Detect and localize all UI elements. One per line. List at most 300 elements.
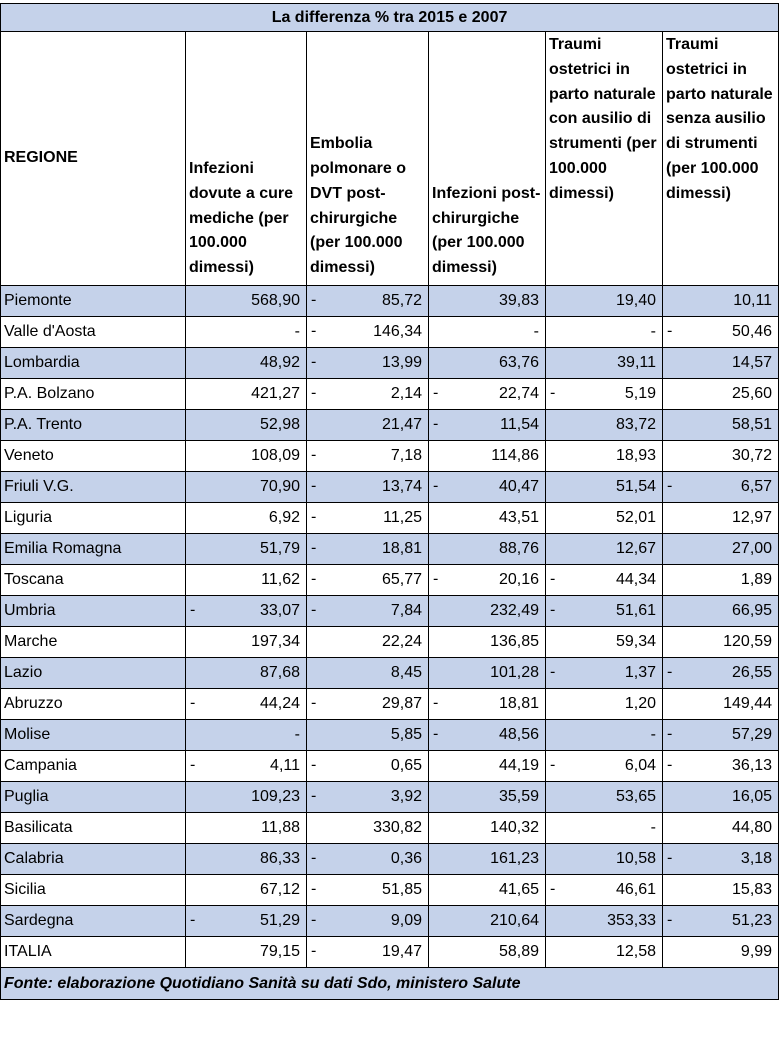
value-number: 20,16: [498, 571, 539, 588]
negative-sign: -: [433, 384, 439, 402]
value-cell: [663, 348, 779, 379]
value-number: 5,19: [624, 385, 656, 402]
negative-sign: -: [311, 446, 317, 464]
negative-sign: -: [190, 601, 196, 619]
value-cell: [546, 658, 663, 689]
negative-sign: -: [311, 601, 317, 619]
value-number: 52,01: [615, 509, 656, 526]
table-row: [1, 751, 779, 782]
value-cell: [307, 782, 429, 813]
value-number: 25,60: [732, 385, 773, 402]
value-number: 22,24: [381, 633, 422, 650]
value-number: 36,13: [732, 757, 773, 774]
negative-sign: -: [311, 291, 317, 309]
value-number: 146,34: [373, 323, 422, 340]
region-name: Lazio: [1, 658, 186, 689]
value-cell: [546, 937, 663, 968]
value-number: 33,07: [259, 602, 300, 619]
value-number: 67,12: [259, 881, 300, 898]
negative-sign: -: [667, 725, 673, 743]
value-cell: [186, 658, 307, 689]
value-number: 63,76: [498, 354, 539, 371]
negative-sign: -: [311, 880, 317, 898]
table-row: [1, 596, 779, 627]
value-number: 19,40: [615, 292, 656, 309]
value-number: 18,81: [381, 540, 422, 557]
value-number: 41,65: [498, 881, 539, 898]
value-cell: [546, 906, 663, 937]
value-number: 421,27: [251, 385, 300, 402]
value-cell: [546, 875, 663, 906]
value-cell: [186, 348, 307, 379]
value-cell: [663, 937, 779, 968]
value-number: 14,57: [732, 354, 773, 371]
value-number: 136,85: [490, 633, 539, 650]
negative-sign: -: [550, 384, 556, 402]
value-number: -: [533, 323, 539, 340]
value-cell: [546, 441, 663, 472]
value-cell: [186, 410, 307, 441]
header-traumi-con-strumenti: Traumi ostetrici in parto naturale con ausilio di strumenti (per 100.000 dimessi): [546, 32, 663, 286]
header-traumi-senza-strumenti: Traumi ostetrici in parto naturale senza ausilio di strumenti (per 100.000 dimessi): [663, 32, 779, 286]
value-number: -: [650, 726, 656, 743]
header-embolia: Embolia polmonare o DVT post-chirurgiche (per 100.000 dimessi): [307, 32, 429, 286]
table-title: La differenza % tra 2015 e 2007: [1, 4, 779, 32]
region-name: Campania: [1, 751, 186, 782]
region-name: Molise: [1, 720, 186, 751]
value-cell: [429, 906, 546, 937]
value-number: 48,92: [259, 354, 300, 371]
value-cell: [186, 565, 307, 596]
value-cell: [663, 472, 779, 503]
negative-sign: -: [311, 694, 317, 712]
value-cell: [546, 782, 663, 813]
negative-sign: -: [311, 384, 317, 402]
value-cell: [546, 503, 663, 534]
value-cell: [186, 379, 307, 410]
value-number: 19,47: [381, 943, 422, 960]
value-cell: [186, 844, 307, 875]
value-cell: [429, 472, 546, 503]
value-cell: [429, 596, 546, 627]
value-cell: [429, 813, 546, 844]
source-footer: Fonte: elaborazione Quotidiano Sanità su dati Sdo, ministero Salute: [1, 968, 779, 1000]
table-row: [1, 906, 779, 937]
value-number: 3,92: [390, 788, 422, 805]
value-cell: [663, 720, 779, 751]
value-cell: [663, 565, 779, 596]
value-cell: [186, 534, 307, 565]
table-row: [1, 441, 779, 472]
negative-sign: -: [667, 322, 673, 340]
value-number: 43,51: [498, 509, 539, 526]
table-row: [1, 782, 779, 813]
region-name: Friuli V.G.: [1, 472, 186, 503]
value-cell: [429, 348, 546, 379]
value-number: 0,36: [390, 850, 422, 867]
region-name: P.A. Bolzano: [1, 379, 186, 410]
value-number: 232,49: [490, 602, 539, 619]
negative-sign: -: [311, 942, 317, 960]
table-row: [1, 813, 779, 844]
region-name: Lombardia: [1, 348, 186, 379]
negative-sign: -: [550, 880, 556, 898]
table-row: [1, 286, 779, 317]
value-cell: [186, 782, 307, 813]
value-number: 30,72: [732, 447, 773, 464]
value-number: 149,44: [723, 695, 773, 712]
value-number: 330,82: [373, 819, 422, 836]
value-cell: [307, 441, 429, 472]
negative-sign: -: [667, 756, 673, 774]
negative-sign: -: [190, 756, 196, 774]
value-number: -: [650, 323, 656, 340]
value-cell: [663, 813, 779, 844]
region-name: Marche: [1, 627, 186, 658]
value-cell: [546, 534, 663, 565]
value-number: 85,72: [381, 292, 422, 309]
value-cell: [429, 410, 546, 441]
value-cell: [307, 751, 429, 782]
value-cell: [663, 596, 779, 627]
value-number: 13,99: [381, 354, 422, 371]
negative-sign: -: [667, 663, 673, 681]
table-row: [1, 875, 779, 906]
value-cell: [186, 720, 307, 751]
value-number: 70,90: [259, 478, 300, 495]
region-name: Piemonte: [1, 286, 186, 317]
value-cell: [429, 565, 546, 596]
value-cell: [307, 627, 429, 658]
value-number: 18,81: [498, 695, 539, 712]
value-cell: [186, 317, 307, 348]
value-cell: [429, 627, 546, 658]
header-infezioni-post: Infezioni post-chirurgiche (per 100.000 dimessi): [429, 32, 546, 286]
value-number: 161,23: [490, 850, 539, 867]
value-number: 79,15: [259, 943, 300, 960]
value-cell: [663, 844, 779, 875]
value-cell: [307, 503, 429, 534]
value-cell: [186, 596, 307, 627]
value-number: 21,47: [381, 416, 422, 433]
value-number: 568,90: [251, 292, 300, 309]
value-cell: [546, 348, 663, 379]
table-row: [1, 689, 779, 720]
value-number: 0,65: [390, 757, 422, 774]
value-number: 12,97: [732, 509, 773, 526]
negative-sign: -: [311, 756, 317, 774]
value-cell: [186, 472, 307, 503]
region-name: Puglia: [1, 782, 186, 813]
value-number: 1,89: [740, 571, 773, 588]
value-cell: [307, 720, 429, 751]
negative-sign: -: [550, 601, 556, 619]
value-number: 11,25: [383, 509, 422, 526]
header-regione: REGIONE: [1, 32, 186, 286]
value-cell: [186, 813, 307, 844]
value-number: 66,95: [732, 602, 773, 619]
value-cell: [307, 379, 429, 410]
value-cell: [307, 906, 429, 937]
value-number: 140,32: [490, 819, 539, 836]
table-row: [1, 317, 779, 348]
value-number: 44,24: [259, 695, 300, 712]
value-number: 83,72: [615, 416, 656, 433]
region-name: Valle d'Aosta: [1, 317, 186, 348]
value-cell: [663, 441, 779, 472]
value-cell: [307, 472, 429, 503]
value-cell: [546, 565, 663, 596]
value-cell: [307, 596, 429, 627]
negative-sign: -: [433, 725, 439, 743]
value-number: 11,88: [261, 819, 300, 836]
value-cell: [186, 937, 307, 968]
table-row: [1, 937, 779, 968]
value-number: 9,99: [740, 943, 773, 960]
value-number: 10,11: [733, 292, 773, 309]
negative-sign: -: [311, 353, 317, 371]
table-row: [1, 534, 779, 565]
value-cell: [546, 596, 663, 627]
region-name: Veneto: [1, 441, 186, 472]
value-cell: [429, 720, 546, 751]
value-cell: [186, 906, 307, 937]
negative-sign: -: [667, 911, 673, 929]
value-number: 7,84: [390, 602, 422, 619]
value-number: 120,59: [723, 633, 773, 650]
value-cell: [663, 627, 779, 658]
value-cell: [546, 844, 663, 875]
negative-sign: -: [311, 570, 317, 588]
region-name: Toscana: [1, 565, 186, 596]
region-name: Calabria: [1, 844, 186, 875]
value-number: 51,23: [732, 912, 773, 929]
value-number: 51,61: [615, 602, 656, 619]
value-number: 51,79: [259, 540, 300, 557]
value-number: 1,37: [624, 664, 656, 681]
value-number: 86,33: [259, 850, 300, 867]
value-cell: [546, 751, 663, 782]
value-cell: [307, 689, 429, 720]
value-cell: [663, 534, 779, 565]
region-name: ITALIA: [1, 937, 186, 968]
value-number: 44,19: [498, 757, 539, 774]
value-number: 51,54: [615, 478, 656, 495]
value-cell: [307, 410, 429, 441]
value-number: 87,68: [259, 664, 300, 681]
value-cell: [663, 782, 779, 813]
value-number: 12,58: [615, 943, 656, 960]
value-cell: [546, 720, 663, 751]
region-name: Emilia Romagna: [1, 534, 186, 565]
value-cell: [546, 317, 663, 348]
value-number: 53,65: [615, 788, 656, 805]
value-cell: [186, 441, 307, 472]
value-cell: [429, 689, 546, 720]
value-number: 65,77: [381, 571, 422, 588]
region-name: Abruzzo: [1, 689, 186, 720]
table-row: [1, 348, 779, 379]
value-cell: [429, 782, 546, 813]
negative-sign: -: [311, 539, 317, 557]
negative-sign: -: [311, 322, 317, 340]
value-number: 26,55: [732, 664, 773, 681]
value-cell: [546, 286, 663, 317]
table-row: [1, 720, 779, 751]
negative-sign: -: [433, 415, 439, 433]
region-name: Basilicata: [1, 813, 186, 844]
value-cell: [429, 751, 546, 782]
table-row: [1, 565, 779, 596]
value-number: 8,45: [390, 664, 422, 681]
negative-sign: -: [433, 694, 439, 712]
value-cell: [307, 844, 429, 875]
negative-sign: -: [311, 911, 317, 929]
value-cell: [663, 379, 779, 410]
value-cell: [307, 286, 429, 317]
negative-sign: -: [311, 849, 317, 867]
value-cell: [186, 751, 307, 782]
value-cell: [307, 348, 429, 379]
value-cell: [186, 627, 307, 658]
region-name: Sardegna: [1, 906, 186, 937]
table-row: [1, 844, 779, 875]
value-cell: [663, 410, 779, 441]
value-cell: [186, 503, 307, 534]
value-cell: [663, 658, 779, 689]
value-cell: [663, 751, 779, 782]
value-number: 58,51: [732, 416, 773, 433]
region-name: P.A. Trento: [1, 410, 186, 441]
value-cell: [307, 658, 429, 689]
value-number: 1,20: [624, 695, 656, 712]
negative-sign: -: [311, 787, 317, 805]
value-cell: [546, 689, 663, 720]
value-cell: [546, 410, 663, 441]
value-cell: [429, 441, 546, 472]
value-number: 50,46: [732, 323, 773, 340]
value-cell: [429, 937, 546, 968]
value-number: 12,67: [615, 540, 656, 557]
value-cell: [307, 317, 429, 348]
value-number: 39,83: [498, 292, 539, 309]
value-cell: [663, 317, 779, 348]
region-name: Sicilia: [1, 875, 186, 906]
value-cell: [663, 286, 779, 317]
value-number: 6,92: [268, 509, 300, 526]
value-cell: [307, 875, 429, 906]
value-number: 6,57: [740, 478, 773, 495]
value-cell: [546, 627, 663, 658]
header-infezioni-cure: Infezioni dovute a cure mediche (per 100.000 dimessi): [186, 32, 307, 286]
value-cell: [429, 379, 546, 410]
negative-sign: -: [311, 477, 317, 495]
table-row: [1, 658, 779, 689]
negative-sign: -: [550, 570, 556, 588]
value-number: -: [650, 819, 656, 836]
negative-sign: -: [550, 663, 556, 681]
value-number: 11,62: [261, 571, 300, 588]
value-number: 13,74: [381, 478, 422, 495]
value-number: 44,80: [732, 819, 773, 836]
region-name: Liguria: [1, 503, 186, 534]
value-number: 29,87: [381, 695, 422, 712]
region-name: Umbria: [1, 596, 186, 627]
value-cell: [186, 689, 307, 720]
value-number: 40,47: [498, 478, 539, 495]
value-cell: [429, 317, 546, 348]
value-cell: [429, 658, 546, 689]
value-number: 59,34: [615, 633, 656, 650]
value-number: 16,05: [732, 788, 773, 805]
value-number: 88,76: [498, 540, 539, 557]
value-number: 52,98: [259, 416, 300, 433]
value-cell: [307, 534, 429, 565]
value-number: 7,18: [390, 447, 422, 464]
value-number: 197,34: [251, 633, 300, 650]
value-number: -: [294, 323, 300, 340]
negative-sign: -: [550, 756, 556, 774]
value-cell: [663, 689, 779, 720]
value-number: 2,14: [390, 385, 422, 402]
value-number: 44,34: [615, 571, 656, 588]
value-cell: [546, 472, 663, 503]
value-number: 9,09: [390, 912, 422, 929]
value-cell: [186, 286, 307, 317]
table-row: [1, 410, 779, 441]
value-number: 27,00: [732, 540, 773, 557]
table-row: [1, 503, 779, 534]
value-number: -: [294, 726, 300, 743]
value-number: 101,28: [490, 664, 539, 681]
value-cell: [307, 565, 429, 596]
value-cell: [546, 813, 663, 844]
table-row: [1, 627, 779, 658]
table-row: [1, 472, 779, 503]
value-cell: [186, 875, 307, 906]
value-number: 18,93: [615, 447, 656, 464]
value-number: 46,61: [615, 881, 656, 898]
value-number: 114,86: [491, 447, 539, 464]
value-number: 6,04: [624, 757, 656, 774]
negative-sign: -: [190, 911, 196, 929]
value-cell: [429, 875, 546, 906]
value-number: 5,85: [390, 726, 422, 743]
value-cell: [429, 503, 546, 534]
value-number: 58,89: [498, 943, 539, 960]
value-number: 51,85: [381, 881, 422, 898]
negative-sign: -: [433, 477, 439, 495]
value-number: 48,56: [498, 726, 539, 743]
value-number: 108,09: [251, 447, 300, 464]
value-number: 109,23: [251, 788, 300, 805]
value-number: 3,18: [740, 850, 773, 867]
value-cell: [307, 937, 429, 968]
value-number: 51,29: [259, 912, 300, 929]
value-number: 22,74: [498, 385, 539, 402]
data-table: [0, 3, 779, 1000]
value-number: 57,29: [732, 726, 773, 743]
value-cell: [546, 379, 663, 410]
value-number: 4,11: [270, 757, 300, 774]
table-row: [1, 379, 779, 410]
value-cell: [307, 813, 429, 844]
negative-sign: -: [433, 570, 439, 588]
value-cell: [429, 844, 546, 875]
value-number: 15,83: [732, 881, 773, 898]
value-number: 39,11: [617, 354, 656, 371]
value-number: 353,33: [607, 912, 656, 929]
